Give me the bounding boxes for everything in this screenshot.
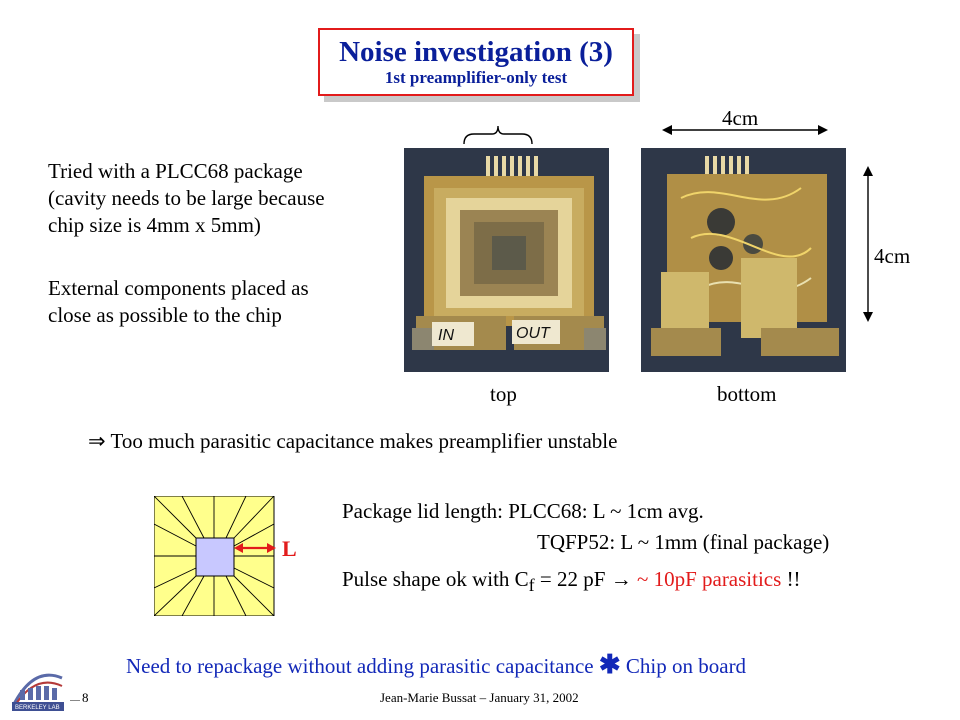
photo-bottom (641, 148, 846, 372)
external-paragraph (48, 275, 309, 329)
package-top-photo (404, 148, 609, 372)
conclusion-text: Too much parasitic capacitance makes preamplifier unstable (110, 429, 618, 453)
chip-square (196, 538, 234, 576)
pulse-prefix: Pulse shape ok with C (342, 567, 529, 591)
title-box (318, 28, 634, 96)
height-dimension-label: 4cm (874, 244, 911, 268)
parasitics-text: ~ 10pF parasitics (631, 567, 782, 591)
label-out: OUT (516, 325, 550, 342)
package-bottom-photo (641, 148, 846, 372)
photo-top (404, 148, 609, 372)
footer-author: Jean-Marie Bussat – January 31, 2002 (380, 690, 579, 705)
page-number: 8 (82, 690, 89, 705)
intro-line: Tried with a PLCC68 package (48, 159, 303, 183)
berkeley-lab-logo-icon (10, 664, 66, 714)
width-dimension-label: 4cm (722, 106, 759, 130)
caption-bottom: bottom (717, 382, 777, 406)
bottom-text-post: Chip on board (620, 654, 747, 678)
brace-icon (462, 124, 534, 146)
right-arrow-icon: → (610, 567, 632, 591)
label-in: IN (438, 327, 454, 344)
pulse-suffix: !! (781, 567, 801, 591)
intro-line: (cavity needs to be large because (48, 186, 325, 210)
implies-icon: ⇒ (88, 429, 106, 453)
pulse-line (342, 566, 801, 599)
caption-top: top (490, 382, 517, 406)
external-line: close as possible to the chip (48, 303, 282, 327)
lid-line-2: TQFP52: L ~ 1mm (final package) (537, 530, 830, 554)
footer-rule (70, 700, 80, 701)
star-icon: ✱ (598, 650, 621, 679)
conclusion-line (88, 428, 617, 455)
length-label: L (282, 536, 297, 561)
logo-text: BERKELEY LAB (15, 705, 60, 711)
bottom-text-pre: Need to repackage without adding parasitic capacitance (126, 654, 599, 678)
intro-paragraph (48, 158, 325, 239)
pulse-mid: = 22 pF (534, 567, 611, 591)
intro-line: chip size is 4mm x 5mm) (48, 213, 261, 237)
slide-title: Noise investigation (3) (339, 36, 613, 68)
pulse-subscript: f (528, 575, 535, 596)
lid-line-1: Package lid length: PLCC68: L ~ 1cm avg. (342, 499, 704, 523)
bottom-statement (126, 650, 746, 680)
slide-subtitle: 1st preamplifier-only test (384, 68, 568, 87)
external-line: External components placed as (48, 276, 309, 300)
